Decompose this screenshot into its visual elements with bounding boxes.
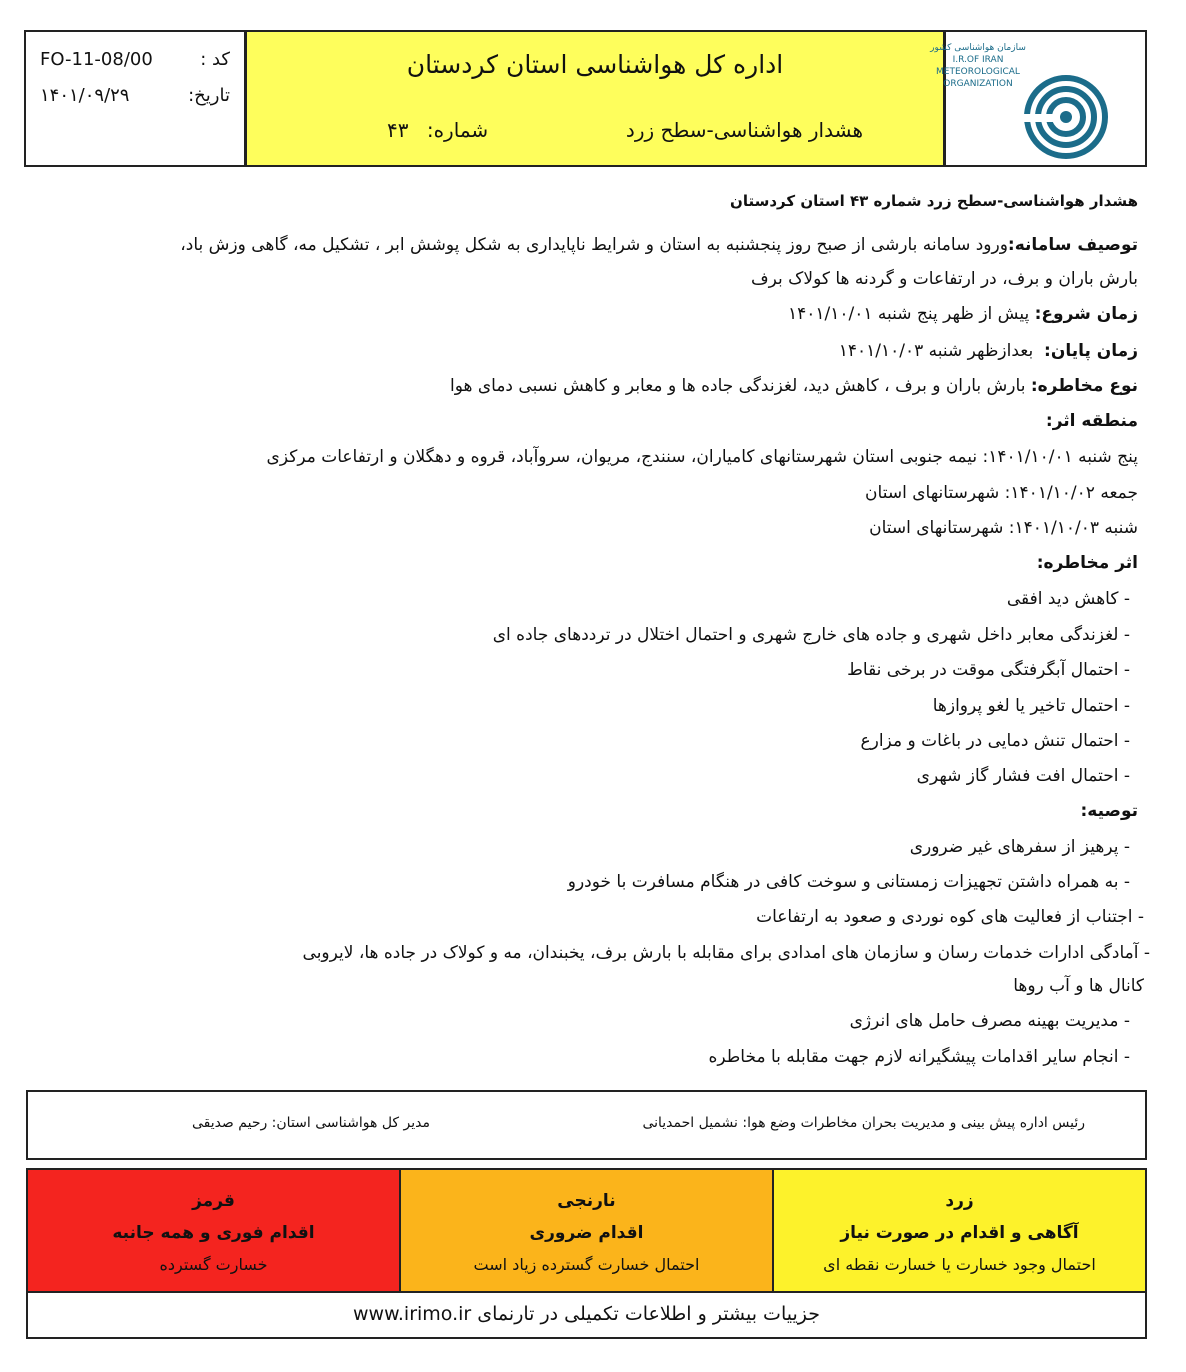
effect-item: - کاهش دید افقی bbox=[1006, 589, 1130, 609]
effect-item: - احتمال تنش دمایی در باغات و مزارع bbox=[860, 731, 1130, 751]
effect-item: - احتمال تاخیر یا لغو پروازها bbox=[932, 696, 1130, 716]
start-time: زمان شروع: پیش از ظهر پنج شنبه ۱۴۰۱/۱۰/۰۱ bbox=[787, 304, 1138, 324]
warning-levels-legend bbox=[26, 1168, 1147, 1293]
system-description-line2: بارش باران و برف، در ارتفاعات و گردنه ها کولاک برف bbox=[751, 269, 1138, 289]
effect-item: - احتمال افت فشار گاز شهری bbox=[916, 766, 1130, 786]
irimo-logo bbox=[930, 30, 1147, 167]
system-description-line1: توصیف سامانه:ورود سامانه بارشی از صبح روز پنجشنبه به استان و شرایط ناپایداری به شکل پوشش ابر ، تشکیل مه، گاهی وزش باد، bbox=[180, 235, 1138, 255]
effect-item: - احتمال آبگرفتگی موقت در برخی نقاط bbox=[847, 660, 1130, 680]
level-action: اقدام فوری و همه جانبه bbox=[112, 1223, 315, 1243]
level-name: نارنجی bbox=[557, 1191, 616, 1211]
advice-item: - آمادگی ادارات خدمات رسان و سازمان های امدادی برای مقابله با بارش برف، یخبندان، مه و کولاک در جاده ها، لایروبی bbox=[302, 943, 1150, 963]
header-title-box bbox=[245, 30, 945, 167]
forecast-head-signature: رئیس اداره پیش بینی و مدیریت بحران مخاطرات وضع هوا: نشمیل احمدیانی bbox=[642, 1115, 1085, 1131]
advice-item: - پرهیز از سفرهای غیر ضروری bbox=[909, 837, 1130, 857]
signatures-box bbox=[26, 1090, 1147, 1160]
date-label: تاریخ: bbox=[188, 85, 230, 106]
advice-item: - به همراه داشتن تجهیزات زمستانی و سوخت کافی در هنگام مسافرت با خودرو bbox=[567, 872, 1130, 892]
level-description: احتمال وجود خسارت یا خسارت نقطه ای bbox=[823, 1255, 1096, 1274]
level-name: قرمز bbox=[192, 1191, 235, 1211]
advice-item: - مدیریت بهینه مصرف حامل های انرژی bbox=[849, 1011, 1130, 1031]
effect-item: - لغزندگی معابر داخل شهری و جاده های خارج شهری و احتمال اختلال در ترددهای جاده ای bbox=[492, 625, 1130, 645]
logo-text: سازمان هواشناسی کشور I.R.OF IRAN METEOROLOGICAL ORGANIZATION bbox=[930, 43, 1026, 89]
document-info-box bbox=[24, 30, 246, 167]
advice-item: - اجتناب از فعالیت های کوه نوردی و صعود به ارتفاعات bbox=[756, 907, 1144, 927]
advice-item-continued: کانال ها و آب روها bbox=[1013, 976, 1144, 996]
code-label: کد : bbox=[200, 49, 230, 70]
level-orange bbox=[399, 1170, 772, 1291]
warning-type: هشدار هواشناسی-سطح زرد bbox=[625, 118, 863, 142]
warning-number bbox=[387, 118, 488, 142]
level-description: خسارت گسترده bbox=[159, 1255, 268, 1274]
level-description: احتمال خسارت گسترده زیاد است bbox=[473, 1255, 700, 1274]
area-label: منطقه اثر: bbox=[1045, 411, 1138, 431]
level-action: آگاهی و اقدام در صورت نیاز bbox=[840, 1223, 1079, 1243]
date-value: ۱۴۰۱/۰۹/۲۹ bbox=[40, 85, 130, 106]
area-item: پنج شنبه ۱۴۰۱/۱۰/۰۱: نیمه جنوبی استان شهرستانهای کامیاران، سنندج، مریوان، سروآباد، قروه و دهگلان و ارتفاعات مرکزی bbox=[266, 447, 1138, 467]
advice-item: - انجام سایر اقدامات پیشگیرانه لازم جهت مقابله با مخاطره bbox=[708, 1047, 1130, 1067]
level-red bbox=[28, 1170, 399, 1291]
level-yellow bbox=[772, 1170, 1145, 1291]
advice-label: توصیه: bbox=[1080, 801, 1138, 821]
end-time: زمان پایان: بعدازظهر شنبه ۱۴۰۱/۱۰/۰۳ bbox=[838, 341, 1138, 361]
hazard-type: نوع مخاطره: بارش باران و برف ، کاهش دید، لغزندگی جاده ها و معابر و کاهش نسبی دمای هوا bbox=[449, 376, 1138, 396]
director-signature: مدیر کل هواشناسی استان: رحیم صدیقی bbox=[191, 1115, 430, 1131]
level-name: زرد bbox=[945, 1191, 974, 1211]
logo-emblem-icon bbox=[1023, 74, 1109, 160]
effects-label: اثر مخاطره: bbox=[1036, 553, 1138, 573]
code-value: FO-11-08/00 bbox=[40, 49, 153, 70]
warning-heading: هشدار هواشناسی-سطح زرد شماره ۴۳ استان کردستان bbox=[730, 192, 1138, 210]
number-label: شماره: bbox=[426, 118, 489, 142]
area-item: شنبه ۱۴۰۱/۱۰/۰۳: شهرستانهای استان bbox=[869, 518, 1138, 538]
area-item: جمعه ۱۴۰۱/۱۰/۰۲: شهرستانهای استان bbox=[865, 483, 1138, 503]
number-value: ۴۳ bbox=[387, 118, 409, 142]
footer-website: جزییات بیشتر و اطلاعات تکمیلی در تارنمای www.irimo.ir bbox=[26, 1293, 1147, 1339]
org-title: اداره کل هواشناسی استان کردستان bbox=[406, 50, 784, 79]
level-action: اقدام ضروری bbox=[529, 1223, 644, 1243]
